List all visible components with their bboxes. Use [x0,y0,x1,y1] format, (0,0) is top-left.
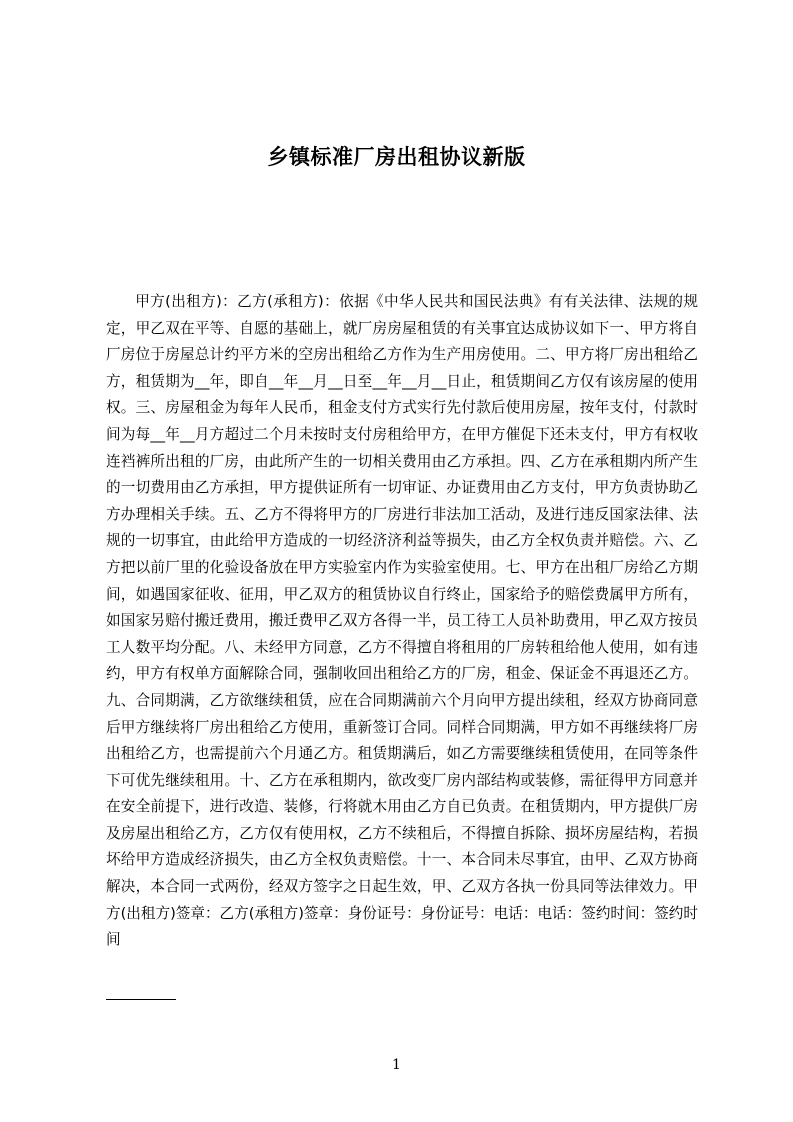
document-title: 乡镇标准厂房出租协议新版 [267,145,526,169]
agreement-body-text: 甲方(出租方)：乙方(承租方)：依据《中华人民共和国民法典》有有关法律、法规的规定，甲乙双在平等、自愿的基础上，就厂房房屋租赁的有关事宜达成协议如下一、甲方将自厂房位于房屋总计约平方米的空房出租给乙方作为生产用房使用。二、甲方将厂房出租给乙方，租赁期为__年，即自__年__月__日至__年__月__日止，租赁期间乙方仅有该房屋的使用权。三、房屋租金为每年人民币，租金支付方式实行先付款后使用房屋，按年支付，付款时间为每__年__月方超过二个月未按时支付房租给甲方，在甲方催促下还未支付，甲方有权收连裆裤所出租的厂房，由此所产生的一切相关费用由乙方承担。四、乙方在承租期内所产生的一切费用由乙方承担，甲方提供证所有一切审证、办证费用由乙方支付，甲方负责协助乙方办理相关手续。五、乙方不得将甲方的厂房进行非法加工活动，及进行违反国家法律、法规的一切事宜，由此给甲方造成的一切经济济利益等损失，由乙方全权负责并赔偿。六、乙方把以前厂里的化验设备放在甲方实验室内作为实验室使用。七、甲方在出租厂房给乙方期间，如遇国家征收、征用，甲乙双方的租赁协议自行终止，国家给予的赔偿费属甲方所有，如国家另赔付搬迁费用，搬迁费甲乙双方各得一半，员工待工人员补助费用，甲乙双方按员工人数平均分配。八、未经甲方同意，乙方不得擅自将租用的厂房转租给他人使用，如有违约，甲方有权单方面解除合同，强制收回出租给乙方的厂房，租金、保证金不再退还乙方。九、合同期满，乙方欲继续租赁，应在合同期满前六个月向甲方提出续租，经双方协商同意后甲方继续将厂房出租给乙方使用，重新签订合同。同样合同期满，甲方如不再继续将厂房出租给乙方，也需提前六个月通乙方。租赁期满后，如乙方需要继续租赁使用，在同等条件下可优先继续租用。十、乙方在承租期内，欲改变厂房内部结构或装修，需征得甲方同意并在安全前提下，进行改造、装修，行将就木用由乙方自已负责。在租赁期内，甲方提供厂房及房屋出租给乙方，乙方仅有使用权，乙方不续租后，不得擅自拆除、损坏房屋结构，若损坏给甲方造成经济损失，由乙方全权负责赔偿。十一、本合同未尽事宜，由甲、乙双方协商解决，本合同一式两份，经双方签字之日起生效，甲、乙双方各执一份具同等法律效力。甲方(出租方)签章：乙方(承租方)签章：身份证号：身份证号：电话：电话：签约时间：签约时间 [106,293,698,949]
page-number: 1 [392,1057,401,1073]
footnote-separator-line [106,999,176,1000]
